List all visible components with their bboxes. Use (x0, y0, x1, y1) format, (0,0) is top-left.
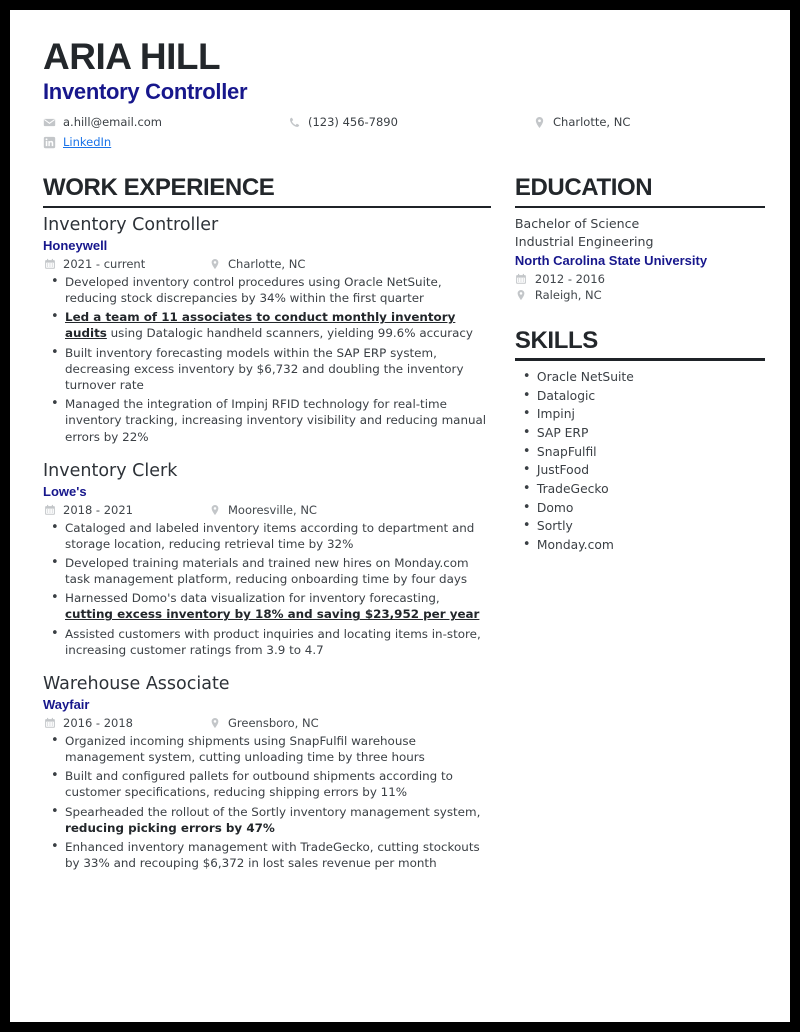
skills-rule (515, 358, 765, 361)
map-pin-icon (533, 116, 546, 129)
job-bullet (43, 520, 491, 552)
resume-sheet (10, 10, 790, 1022)
education-field: Industrial Engineering (514, 234, 654, 249)
bullet-text: Assisted customers with product inquiries and locating items in-store, increasing customer ratings from 3.9 to 4.7 (65, 626, 481, 657)
calendar-icon (43, 716, 56, 729)
contact-phone[interactable] (288, 115, 533, 129)
job-location-text: Charlotte, NC (228, 256, 306, 271)
job-location-text: Mooresville, NC (228, 502, 317, 517)
phone-icon (288, 116, 301, 129)
job-title: Inventory Clerk (43, 460, 178, 481)
bullet-text: Developed inventory control procedures using Oracle NetSuite, reducing stock discrepancies by 34% within the first quarter (65, 274, 442, 306)
skill-item: • Impinj (515, 405, 765, 424)
job-bullet (43, 733, 491, 765)
job-dates (43, 503, 208, 517)
envelope-icon (43, 116, 56, 129)
job-dates (43, 716, 208, 730)
skill-item: • Datalogic (515, 387, 765, 406)
contact-email[interactable] (43, 115, 288, 129)
job-bullet (43, 309, 491, 341)
education-rule (515, 206, 765, 209)
contact-info (43, 115, 758, 149)
contact-phone-text: (123) 456-7890 (308, 115, 398, 130)
map-pin-icon (515, 289, 528, 302)
job-entry (43, 215, 491, 445)
calendar-icon (43, 257, 56, 270)
map-pin-icon (208, 503, 221, 516)
contact-linkedin-link[interactable]: LinkedIn (63, 135, 112, 150)
skill-item: • SAP ERP (515, 424, 765, 443)
job-bullets (43, 274, 491, 445)
contact-linkedin[interactable] (43, 135, 288, 149)
bullet-text: Harnessed Domo's data visualization for inventory forecasting, (65, 591, 440, 606)
skills-list (515, 368, 765, 555)
map-pin-icon (208, 257, 221, 270)
bullet-emphasis: Led a team of 11 associates to conduct monthly inventory audits (65, 310, 456, 341)
job-dates-text: 2018 - 2021 (63, 502, 133, 517)
job-location-text: Greensboro, NC (228, 715, 319, 730)
job-company: Lowe's (43, 483, 87, 499)
job-entry (43, 461, 491, 658)
job-company: Honeywell (43, 238, 108, 253)
skill-item: • TradeGecko (515, 480, 765, 499)
candidate-name: ARIA HILL (43, 36, 221, 77)
skill-item: • Monday.com (515, 536, 765, 555)
bullet-text: Developed training materials and trained new hires on Monday.com task management platform, reducing onboarding time by four days (65, 555, 469, 587)
bullet-text: using Datalogic handheld scanners, yielding 99.6% accuracy (106, 326, 473, 341)
contact-email-text: a.hill@email.com (63, 115, 163, 130)
job-dates (43, 257, 208, 271)
linkedin-icon (43, 136, 56, 149)
candidate-job-title: Inventory Controller (43, 78, 248, 104)
bullet-text: Spearheaded the rollout of the Sortly inventory management system, (65, 804, 481, 819)
section-skills (515, 328, 765, 555)
job-bullet (43, 345, 491, 394)
job-bullet (43, 804, 491, 836)
job-dates-text: 2016 - 2018 (63, 715, 133, 730)
job-bullets (43, 733, 491, 872)
education-heading: EDUCATION (514, 174, 653, 202)
contact-row-secondary (43, 135, 758, 149)
skill-item: • Oracle NetSuite (515, 368, 765, 387)
left-column (43, 175, 491, 874)
skill-item: • SnapFulfil (515, 443, 765, 462)
job-location (208, 257, 305, 271)
job-bullet (43, 839, 491, 871)
job-bullet (43, 590, 491, 622)
bullet-text: Organized incoming shipments using SnapFulfil warehouse management system, cutting unloading time by three hours (65, 733, 425, 764)
job-bullet (43, 768, 491, 800)
bullet-text: Cataloged and labeled inventory items according to department and storage location, reducing retrieval time by 32% (65, 520, 475, 551)
skill-item: • Domo (515, 499, 765, 518)
bullet-emphasis: cutting excess inventory by 18% and saving $23,952 per year (65, 607, 480, 622)
skills-heading: SKILLS (514, 327, 598, 355)
education-location-text: Raleigh, NC (534, 288, 602, 303)
skill-item: • JustFood (515, 461, 765, 480)
calendar-icon (515, 273, 528, 286)
job-meta (43, 503, 491, 517)
education-dates-text: 2012 - 2016 (534, 272, 605, 287)
bullet-emphasis: reducing picking errors by 47% (65, 820, 275, 835)
section-education (515, 175, 765, 302)
job-entry (43, 674, 491, 871)
contact-row-primary (43, 115, 758, 129)
job-company: Wayfair (43, 696, 90, 712)
job-dates-text: 2021 - current (63, 256, 146, 271)
right-column (515, 175, 765, 555)
bullet-text: Enhanced inventory management with TradeGecko, cutting stockouts by 33% and recouping $6,372 in lost sales revenue per month (65, 839, 480, 871)
map-pin-icon (208, 716, 221, 729)
job-meta (43, 257, 491, 271)
education-dates (515, 272, 765, 286)
job-location (208, 503, 317, 517)
bullet-text: Built and configured pallets for outbound shipments according to customer specifications, reducing shipping errors by 11% (65, 769, 453, 800)
bullet-text: Managed the integration of Impinj RFID technology for real-time inventory tracking, increasing inventory visibility and reducing manual errors by 22% (65, 397, 487, 444)
work-experience-heading: WORK EXPERIENCE (43, 174, 275, 202)
bullet-text: Built inventory forecasting models within the SAP ERP system, decreasing excess inventory by $6,732 and doubling the inventory turnover rate (65, 345, 464, 393)
job-meta (43, 716, 491, 730)
job-bullet (43, 396, 491, 445)
resume-body (35, 175, 765, 874)
contact-location-text: Charlotte, NC (553, 115, 631, 130)
job-title: Warehouse Associate (43, 674, 230, 695)
contact-location (533, 115, 758, 129)
job-list (43, 215, 491, 871)
job-bullet (43, 555, 491, 587)
education-degree: Bachelor of Science (514, 216, 640, 232)
job-bullet (43, 274, 491, 306)
skill-item: • Sortly (515, 517, 765, 536)
job-bullet (43, 626, 491, 658)
resume-header (35, 38, 765, 149)
calendar-icon (43, 503, 56, 516)
education-location (515, 288, 765, 302)
job-bullets (43, 520, 491, 659)
job-location (208, 716, 319, 730)
work-experience-rule (43, 206, 491, 209)
education-school: North Carolina State University (514, 252, 708, 268)
section-work-experience (43, 175, 491, 871)
job-title: Inventory Controller (43, 215, 219, 236)
